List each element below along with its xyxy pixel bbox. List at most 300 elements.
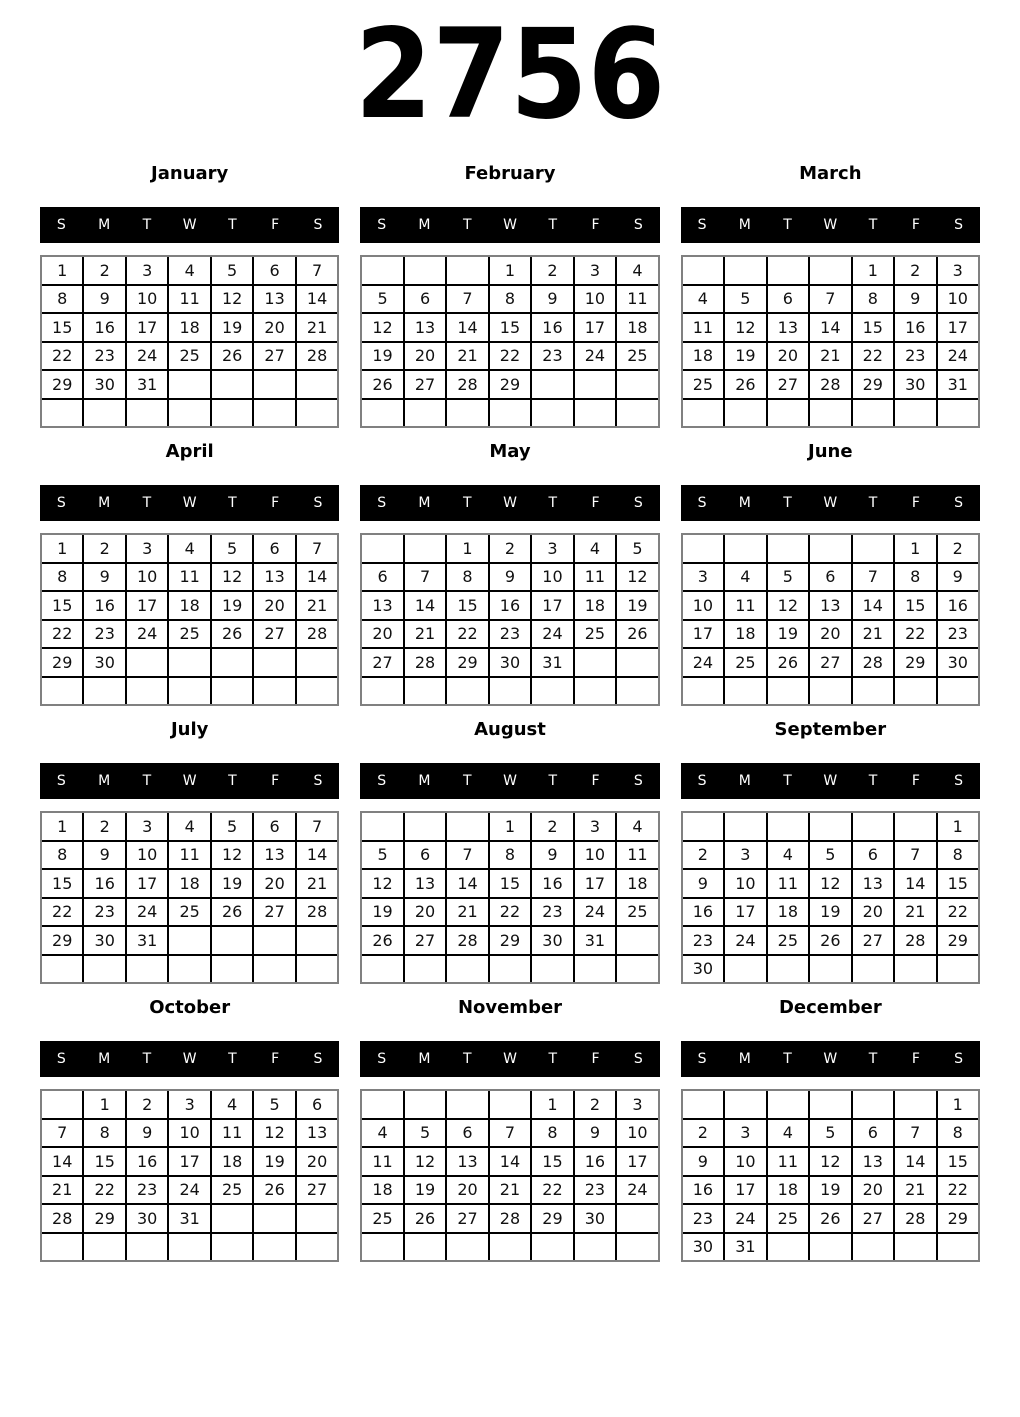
day-cell: 15 [532, 1148, 572, 1175]
day-cell: 26 [254, 1177, 294, 1204]
day-cell: 26 [362, 927, 402, 954]
day-cell: 8 [42, 286, 82, 313]
day-cell: 28 [490, 1205, 530, 1232]
day-cell: 21 [853, 621, 893, 648]
empty-day-cell [169, 956, 209, 983]
day-cell: 5 [810, 842, 850, 869]
day-cell: 6 [405, 842, 445, 869]
day-cell: 8 [42, 564, 82, 591]
day-cell: 15 [490, 870, 530, 897]
day-cell: 7 [447, 842, 487, 869]
day-cell: 2 [127, 1091, 167, 1118]
day-cell: 12 [405, 1148, 445, 1175]
day-cell: 21 [297, 870, 337, 897]
day-cell: 20 [297, 1148, 337, 1175]
day-cell: 4 [683, 286, 723, 313]
empty-day-cell [212, 678, 252, 705]
day-cell: 7 [297, 813, 337, 840]
day-cell: 3 [617, 1091, 657, 1118]
weekday-label: M [418, 217, 431, 233]
day-cell: 3 [575, 813, 615, 840]
day-cell: 8 [42, 842, 82, 869]
day-cell: 2 [575, 1091, 615, 1118]
empty-day-cell [725, 400, 765, 427]
empty-day-cell [447, 813, 487, 840]
weekday-label: T [228, 1051, 237, 1067]
month-day-grid [681, 1089, 980, 1262]
empty-day-cell [84, 1234, 124, 1261]
empty-day-cell [575, 956, 615, 983]
day-cell: 14 [895, 870, 935, 897]
month-day-grid [40, 1089, 339, 1262]
day-cell: 16 [127, 1148, 167, 1175]
day-cell: 10 [127, 842, 167, 869]
day-cell: 8 [490, 842, 530, 869]
day-cell: 28 [447, 371, 487, 398]
empty-day-cell [405, 1091, 445, 1118]
day-cell: 28 [853, 649, 893, 676]
day-cell: 27 [810, 649, 850, 676]
weekday-label: M [98, 217, 111, 233]
empty-day-cell [212, 1234, 252, 1261]
day-cell: 27 [405, 371, 445, 398]
empty-day-cell [938, 400, 978, 427]
month-title: May [489, 441, 531, 462]
day-cell: 21 [895, 899, 935, 926]
empty-day-cell [853, 1234, 893, 1261]
day-cell: 20 [405, 899, 445, 926]
empty-day-cell [725, 956, 765, 983]
day-cell: 27 [447, 1205, 487, 1232]
day-cell: 11 [362, 1148, 402, 1175]
day-cell: 3 [169, 1091, 209, 1118]
day-cell: 25 [725, 649, 765, 676]
day-cell: 19 [362, 343, 402, 370]
empty-day-cell [447, 1234, 487, 1261]
day-cell: 1 [938, 813, 978, 840]
weekday-label: S [313, 1051, 323, 1067]
empty-day-cell [810, 400, 850, 427]
weekday-label: W [182, 773, 197, 789]
day-cell: 31 [127, 927, 167, 954]
empty-day-cell [853, 535, 893, 562]
day-cell: 1 [42, 257, 82, 284]
day-cell: 12 [212, 842, 252, 869]
empty-day-cell [169, 927, 209, 954]
day-cell: 30 [127, 1205, 167, 1232]
day-cell: 17 [938, 314, 978, 341]
day-cell: 19 [254, 1148, 294, 1175]
day-cell: 22 [447, 621, 487, 648]
day-cell: 18 [575, 592, 615, 619]
day-cell: 30 [683, 1234, 723, 1261]
empty-day-cell [297, 956, 337, 983]
empty-day-cell [254, 400, 294, 427]
day-cell: 9 [895, 286, 935, 313]
day-cell: 20 [768, 343, 808, 370]
weekday-label: M [418, 495, 431, 511]
empty-day-cell [768, 1091, 808, 1118]
day-cell: 10 [127, 286, 167, 313]
day-cell: 5 [362, 842, 402, 869]
day-cell: 12 [212, 286, 252, 313]
weekday-label: T [548, 495, 558, 511]
day-cell: 10 [617, 1120, 657, 1147]
day-cell: 6 [254, 257, 294, 284]
empty-day-cell [810, 956, 850, 983]
day-cell: 22 [42, 343, 82, 370]
weekday-label: F [911, 217, 920, 233]
day-cell: 20 [254, 870, 294, 897]
day-cell: 5 [362, 286, 402, 313]
day-cell: 23 [683, 927, 723, 954]
day-cell: 19 [212, 314, 252, 341]
month-block [681, 717, 980, 984]
day-cell: 10 [127, 564, 167, 591]
day-cell: 23 [532, 899, 572, 926]
month-block [360, 439, 659, 706]
day-cell: 12 [212, 564, 252, 591]
months-grid [0, 161, 1020, 1262]
weekday-label: S [56, 217, 66, 233]
day-cell: 5 [617, 535, 657, 562]
empty-day-cell [297, 927, 337, 954]
day-cell: 6 [405, 286, 445, 313]
month-title: February [464, 163, 556, 184]
day-cell: 13 [405, 870, 445, 897]
month-title: March [799, 163, 862, 184]
empty-day-cell [405, 1234, 445, 1261]
empty-day-cell [853, 678, 893, 705]
month-title: August [474, 719, 546, 740]
day-cell: 6 [853, 1120, 893, 1147]
day-cell: 17 [575, 870, 615, 897]
day-cell: 19 [405, 1177, 445, 1204]
day-cell: 8 [938, 842, 978, 869]
month-day-grid [40, 533, 339, 706]
empty-day-cell [853, 400, 893, 427]
day-cell: 8 [84, 1120, 124, 1147]
day-cell: 12 [810, 870, 850, 897]
weekday-label: W [182, 217, 197, 233]
day-cell: 5 [254, 1091, 294, 1118]
empty-day-cell [532, 956, 572, 983]
month-block [360, 995, 659, 1262]
weekday-label: T [142, 1051, 152, 1067]
day-cell: 22 [42, 621, 82, 648]
weekday-label: T [228, 495, 237, 511]
day-cell: 4 [725, 564, 765, 591]
day-cell: 24 [938, 343, 978, 370]
weekday-label: S [377, 773, 387, 789]
day-cell: 4 [362, 1120, 402, 1147]
weekday-label: M [738, 1051, 751, 1067]
day-cell: 29 [42, 371, 82, 398]
day-cell: 4 [169, 535, 209, 562]
day-cell: 23 [490, 621, 530, 648]
day-cell: 1 [42, 535, 82, 562]
weekday-label: S [954, 495, 964, 511]
day-cell: 4 [768, 1120, 808, 1147]
day-cell: 28 [895, 1205, 935, 1232]
empty-day-cell [127, 400, 167, 427]
weekday-label: M [738, 773, 751, 789]
weekday-label: W [503, 1051, 517, 1067]
day-cell: 18 [768, 1177, 808, 1204]
day-cell: 29 [938, 927, 978, 954]
empty-day-cell [683, 400, 723, 427]
day-cell: 8 [532, 1120, 572, 1147]
day-cell: 18 [617, 870, 657, 897]
month-title: December [778, 997, 882, 1018]
day-cell: 1 [447, 535, 487, 562]
day-cell: 30 [895, 371, 935, 398]
day-cell: 3 [532, 535, 572, 562]
day-cell: 16 [938, 592, 978, 619]
weekday-header [40, 207, 339, 243]
day-cell: 10 [575, 842, 615, 869]
day-cell: 1 [42, 813, 82, 840]
weekday-header [360, 763, 659, 799]
weekday-label: T [868, 1051, 878, 1067]
month-title: July [170, 719, 209, 740]
weekday-label: T [142, 217, 152, 233]
day-cell: 5 [768, 564, 808, 591]
month-day-grid [681, 533, 980, 706]
day-cell: 3 [127, 813, 167, 840]
empty-day-cell [895, 956, 935, 983]
day-cell: 7 [405, 564, 445, 591]
weekday-label: W [182, 495, 197, 511]
day-cell: 21 [447, 343, 487, 370]
month-block [40, 995, 339, 1262]
empty-day-cell [617, 1234, 657, 1261]
weekday-label: M [738, 217, 751, 233]
day-cell: 25 [768, 927, 808, 954]
day-cell: 23 [532, 343, 572, 370]
day-cell: 6 [254, 813, 294, 840]
weekday-label: T [228, 217, 237, 233]
month-title: October [149, 997, 231, 1018]
empty-day-cell [490, 400, 530, 427]
day-cell: 26 [768, 649, 808, 676]
empty-day-cell [212, 371, 252, 398]
day-cell: 3 [575, 257, 615, 284]
day-cell: 30 [84, 371, 124, 398]
day-cell: 22 [895, 621, 935, 648]
day-cell: 11 [617, 286, 657, 313]
empty-day-cell [853, 813, 893, 840]
empty-day-cell [84, 400, 124, 427]
weekday-label: W [503, 773, 517, 789]
day-cell: 13 [254, 286, 294, 313]
day-cell: 5 [212, 535, 252, 562]
weekday-label: S [954, 773, 964, 789]
weekday-label: T [783, 773, 792, 789]
weekday-label: S [56, 1051, 66, 1067]
weekday-label: T [548, 217, 558, 233]
month-day-grid [360, 533, 659, 706]
day-cell: 2 [490, 535, 530, 562]
weekday-label: S [313, 773, 323, 789]
weekday-label: S [633, 1051, 643, 1067]
weekday-label: T [228, 773, 237, 789]
day-cell: 28 [297, 621, 337, 648]
day-cell: 28 [297, 343, 337, 370]
empty-day-cell [895, 400, 935, 427]
day-cell: 29 [490, 371, 530, 398]
day-cell: 11 [169, 286, 209, 313]
day-cell: 1 [532, 1091, 572, 1118]
day-cell: 31 [725, 1234, 765, 1261]
empty-day-cell [254, 956, 294, 983]
day-cell: 23 [895, 343, 935, 370]
day-cell: 19 [810, 1177, 850, 1204]
weekday-header [681, 763, 980, 799]
empty-day-cell [169, 1234, 209, 1261]
empty-day-cell [212, 400, 252, 427]
day-cell: 27 [297, 1177, 337, 1204]
day-cell: 13 [810, 592, 850, 619]
month-block [360, 717, 659, 984]
weekday-label: T [548, 1051, 558, 1067]
empty-day-cell [212, 1205, 252, 1232]
day-cell: 12 [617, 564, 657, 591]
empty-day-cell [362, 257, 402, 284]
weekday-label: T [142, 495, 152, 511]
weekday-label: S [954, 1051, 964, 1067]
day-cell: 16 [84, 870, 124, 897]
day-cell: 29 [938, 1205, 978, 1232]
day-cell: 13 [853, 870, 893, 897]
day-cell: 2 [84, 813, 124, 840]
day-cell: 26 [617, 621, 657, 648]
day-cell: 27 [254, 343, 294, 370]
day-cell: 8 [447, 564, 487, 591]
day-cell: 19 [212, 870, 252, 897]
weekday-header [40, 763, 339, 799]
day-cell: 19 [768, 621, 808, 648]
day-cell: 24 [169, 1177, 209, 1204]
empty-day-cell [447, 678, 487, 705]
day-cell: 9 [84, 286, 124, 313]
calendar-page [0, 5, 1020, 1262]
weekday-label: S [377, 217, 387, 233]
empty-day-cell [768, 400, 808, 427]
day-cell: 26 [212, 621, 252, 648]
month-day-grid [360, 811, 659, 984]
weekday-label: M [98, 495, 111, 511]
day-cell: 27 [768, 371, 808, 398]
empty-day-cell [895, 813, 935, 840]
day-cell: 19 [617, 592, 657, 619]
weekday-label: S [633, 495, 643, 511]
empty-day-cell [254, 678, 294, 705]
weekday-header [360, 485, 659, 521]
day-cell: 8 [938, 1120, 978, 1147]
day-cell: 28 [895, 927, 935, 954]
empty-day-cell [405, 678, 445, 705]
weekday-label: F [591, 773, 600, 789]
empty-day-cell [297, 678, 337, 705]
day-cell: 4 [768, 842, 808, 869]
empty-day-cell [895, 678, 935, 705]
empty-day-cell [532, 678, 572, 705]
day-cell: 1 [895, 535, 935, 562]
day-cell: 15 [853, 314, 893, 341]
weekday-label: S [377, 495, 387, 511]
day-cell: 17 [683, 621, 723, 648]
weekday-label: T [462, 1051, 472, 1067]
day-cell: 3 [938, 257, 978, 284]
day-cell: 30 [938, 649, 978, 676]
day-cell: 24 [127, 899, 167, 926]
day-cell: 5 [725, 286, 765, 313]
day-cell: 18 [617, 314, 657, 341]
day-cell: 18 [169, 870, 209, 897]
empty-day-cell [447, 956, 487, 983]
day-cell: 25 [683, 371, 723, 398]
day-cell: 18 [362, 1177, 402, 1204]
month-day-grid [360, 1089, 659, 1262]
weekday-label: S [697, 1051, 707, 1067]
day-cell: 6 [853, 842, 893, 869]
weekday-label: S [633, 773, 643, 789]
day-cell: 25 [169, 621, 209, 648]
month-block [681, 995, 980, 1262]
empty-day-cell [254, 649, 294, 676]
empty-day-cell [362, 956, 402, 983]
weekday-label: W [182, 1051, 197, 1067]
day-cell: 6 [447, 1120, 487, 1147]
day-cell: 5 [810, 1120, 850, 1147]
day-cell: 15 [895, 592, 935, 619]
day-cell: 16 [84, 592, 124, 619]
weekday-header [360, 207, 659, 243]
weekday-label: T [868, 495, 878, 511]
empty-day-cell [895, 1091, 935, 1118]
day-cell: 17 [532, 592, 572, 619]
empty-day-cell [405, 400, 445, 427]
empty-day-cell [938, 1234, 978, 1261]
empty-day-cell [617, 1205, 657, 1232]
day-cell: 24 [575, 343, 615, 370]
day-cell: 25 [768, 1205, 808, 1232]
day-cell: 26 [405, 1205, 445, 1232]
month-block [681, 439, 980, 706]
day-cell: 25 [169, 343, 209, 370]
empty-day-cell [490, 956, 530, 983]
day-cell: 15 [42, 592, 82, 619]
empty-day-cell [810, 257, 850, 284]
day-cell: 3 [127, 535, 167, 562]
empty-day-cell [768, 257, 808, 284]
day-cell: 4 [212, 1091, 252, 1118]
day-cell: 31 [169, 1205, 209, 1232]
day-cell: 7 [853, 564, 893, 591]
day-cell: 30 [532, 927, 572, 954]
day-cell: 21 [490, 1177, 530, 1204]
day-cell: 15 [938, 870, 978, 897]
day-cell: 24 [617, 1177, 657, 1204]
day-cell: 14 [810, 314, 850, 341]
day-cell: 15 [938, 1148, 978, 1175]
empty-day-cell [768, 813, 808, 840]
day-cell: 11 [575, 564, 615, 591]
weekday-label: T [548, 773, 558, 789]
day-cell: 9 [490, 564, 530, 591]
day-cell: 5 [212, 257, 252, 284]
